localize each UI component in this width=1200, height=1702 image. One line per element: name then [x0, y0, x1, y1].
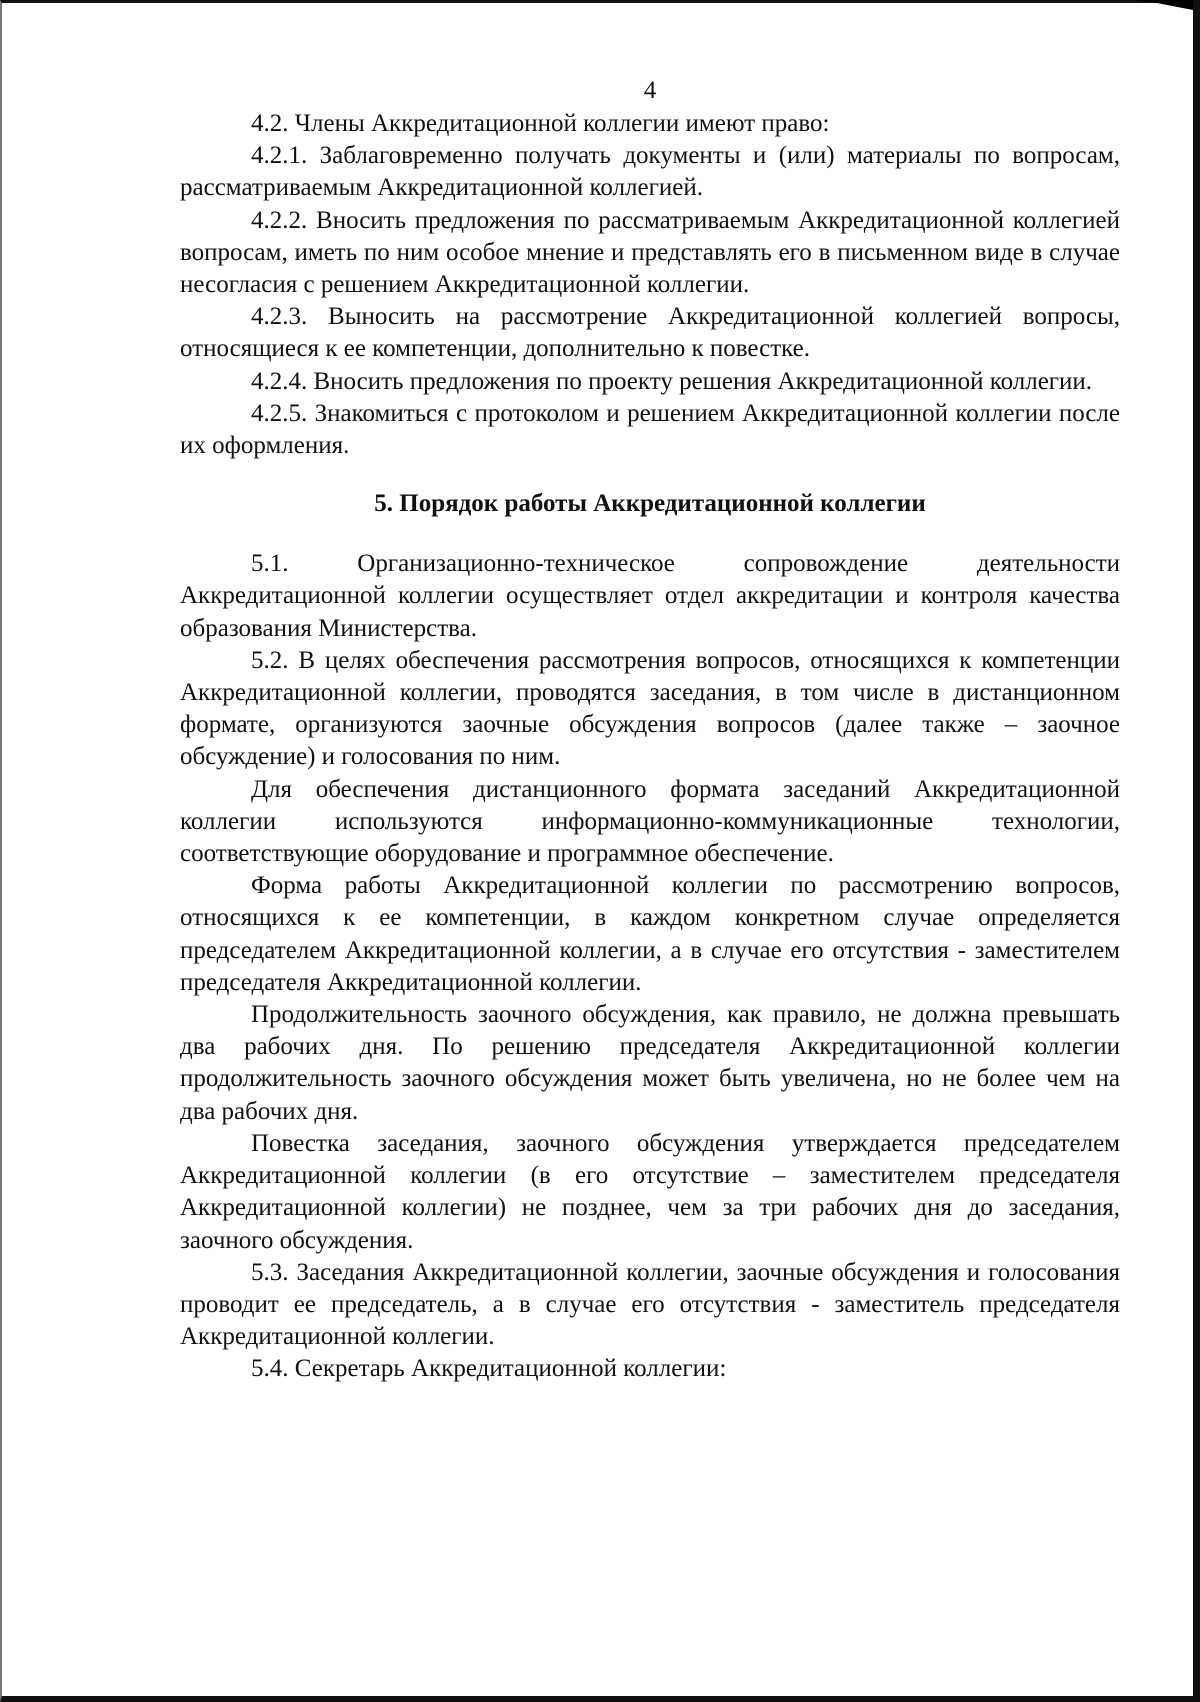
paragraph-4-2-1: 4.2.1. Заблаговременно получать документы и (или) материалы по вопросам, рассматриваемым Аккредитационной коллегией. [180, 142, 1120, 202]
paragraph-5-2-work-form: Форма работы Аккредитационной коллегии по рассмотрению вопросов, относящихся к ее компетенции, в каждом конкретном случае определяется председателем Аккредитационной коллегии, а в случае его отсутствия - заместителем председателя Аккредитационной коллегии. [180, 872, 1120, 996]
section-5-heading: 5. Порядок работы Аккредитационной коллегии [374, 490, 926, 518]
paragraph-4-2-2: 4.2.2. Вносить предложения по рассматриваемым Аккредитационной коллегией вопросам, иметь по ним особое мнение и представлять его в письменном виде в случае несогласия с решением Аккредитационной коллегии. [180, 206, 1120, 299]
scan-corner-mark [1133, 0, 1193, 10]
paragraph-4-2-5: 4.2.5. Знакомиться с протоколом и решением Аккредитационной коллегии после их оформления. [180, 399, 1120, 460]
paragraph-4-2-3: 4.2.3. Выносить на рассмотрение Аккредитационной коллегией вопросы, относящиеся к ее компетенции, дополнительно к повестке. [180, 303, 1120, 363]
page-number: 4 [643, 77, 657, 104]
paragraph-5-4: 5.4. Секретарь Аккредитационной коллегии: [251, 1355, 727, 1383]
paragraph-5-2-remote-format: Для обеспечения дистанционного формата заседаний Аккредитационной коллегии используются информационно-коммуникационные технологии, соответствующие оборудование и программное обеспечение. [180, 775, 1120, 868]
paragraph-4-2: 4.2. Члены Аккредитационной коллегии имеют право: [251, 110, 830, 137]
paragraph-5-3: 5.3. Заседания Аккредитационной коллегии, заочные обсуждения и голосования проводит ее председатель, а в случае его отсутствия - заместитель председателя Аккредитационной коллегии. [180, 1258, 1120, 1351]
paragraph-5-1: 5.1. Организационно-техническое сопровождение деятельности Аккредитационной коллегии осуществляет отдел аккредитации и контроля качества образования Министерства. [180, 550, 1120, 642]
paragraph-5-2-agenda: Повестка заседания, заочного обсуждения утверждается председателем Аккредитационной коллегии (в его отсутствие – заместителем председателя Аккредитационной коллегии) не позднее, чем за три рабочих дня до заседания, заочного обсуждения. [180, 1129, 1120, 1254]
paragraph-4-2-4: 4.2.4. Вносить предложения по проекту решения Аккредитационной коллегии. [251, 367, 1093, 395]
paragraph-5-2-duration: Продолжительность заочного обсуждения, как правило, не должна превышать два рабочих дня. По решению председателя Аккредитационной коллегии продолжительность заочного обсуждения может быть увеличена, но не более чем на два рабочих дня. [180, 1001, 1120, 1125]
paragraph-5-2: 5.2. В целях обеспечения рассмотрения вопросов, относящихся к компетенции Аккредитационной коллегии, проводятся заседания, в том числе в дистанционном формате, организуются заочные обсуждения вопросов (далее также – заочное обсуждение) и голосования по ним. [180, 646, 1120, 771]
document-page [180, 76, 1120, 1386]
